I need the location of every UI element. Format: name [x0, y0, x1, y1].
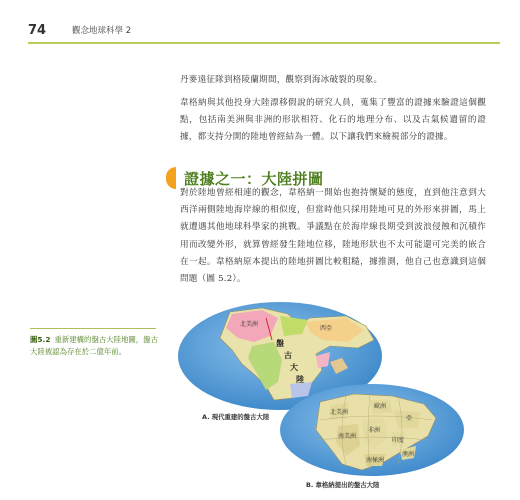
- header-rule: [28, 42, 500, 44]
- page-header: [28, 20, 131, 40]
- section-marker: [166, 167, 176, 189]
- map-b: [280, 384, 464, 476]
- figure-label-b: B. 韋格納提出的盤古大陸: [306, 481, 380, 489]
- map-a-char-3: 大: [290, 363, 298, 372]
- running-title: 觀念地球科學 2: [72, 26, 132, 36]
- map-b-label-australia: 澳洲: [402, 451, 415, 458]
- map-b-label-asia: 亞: [406, 415, 413, 422]
- map-a-char-4: 陸: [296, 375, 304, 384]
- pangaea-maps: [170, 300, 470, 490]
- map-b-label-india: 印度: [392, 437, 405, 444]
- figure-caption: [30, 334, 160, 357]
- paragraph-3: 對於陸地曾經相連的觀念，韋格納一開始也抱持懷疑的態度，直到他注意到大西洋兩側陸地海岸線的相似度，但當時他只採用陸地可見的外形來拼圖，馬上就遭遇其他地球科學家的挑戰。爭議點在於海岸線長期受到波浪侵蝕和沉積作用而改變外形，就算曾經發生陸地位移，陸地形狀也不太可能還可完美的嵌合在一起。韋格納原本提出的陸地拼圖比較粗糙，據推測，他自己也意識到這個問題（圖 5.2）。: [180, 188, 486, 285]
- map-a-char-1: 盤: [276, 339, 284, 348]
- caption-text: 重新建構的盤古大陸地圖，盤古大陸被認為存在於二億年前。: [30, 335, 158, 356]
- section-title: 證據之一：大陸拼圖: [184, 169, 324, 188]
- page-number: 74: [28, 22, 47, 38]
- map-b-label-s-america: 南美洲: [338, 433, 357, 440]
- paragraph-2: 韋格納與其他投身大陸漂移假說的研究人員，蒐集了豐富的證據來驗證這個觀點，包括南美洲與非洲的形狀相符、化石的地理分布、以及古氣候遺留的證據，都支持分開的陸地曾經結為一體。以下讓我們來檢視部分的證據。: [180, 98, 486, 143]
- figure-label-a: A. 現代重建的盤古大陸: [202, 413, 270, 421]
- map-a-char-2: 古: [284, 351, 292, 360]
- map-b-label-africa: 非洲: [368, 427, 381, 434]
- map-b-label-antarctica: 南極洲: [366, 457, 385, 464]
- map-a-label-west-asia: 西亞: [320, 325, 333, 332]
- paragraph-1: 丹麥遠征隊到格陵蘭期間，觀察到海冰破裂的現象。: [180, 75, 383, 85]
- map-a-label-n-america: 北美洲: [240, 321, 259, 328]
- pangaea-figure: [170, 300, 470, 490]
- caption-rule: [30, 328, 156, 329]
- caption-number: 圖5.2: [30, 335, 51, 344]
- map-b-label-europe: 歐洲: [374, 403, 387, 410]
- map-b-label-n-america: 北美洲: [330, 409, 349, 416]
